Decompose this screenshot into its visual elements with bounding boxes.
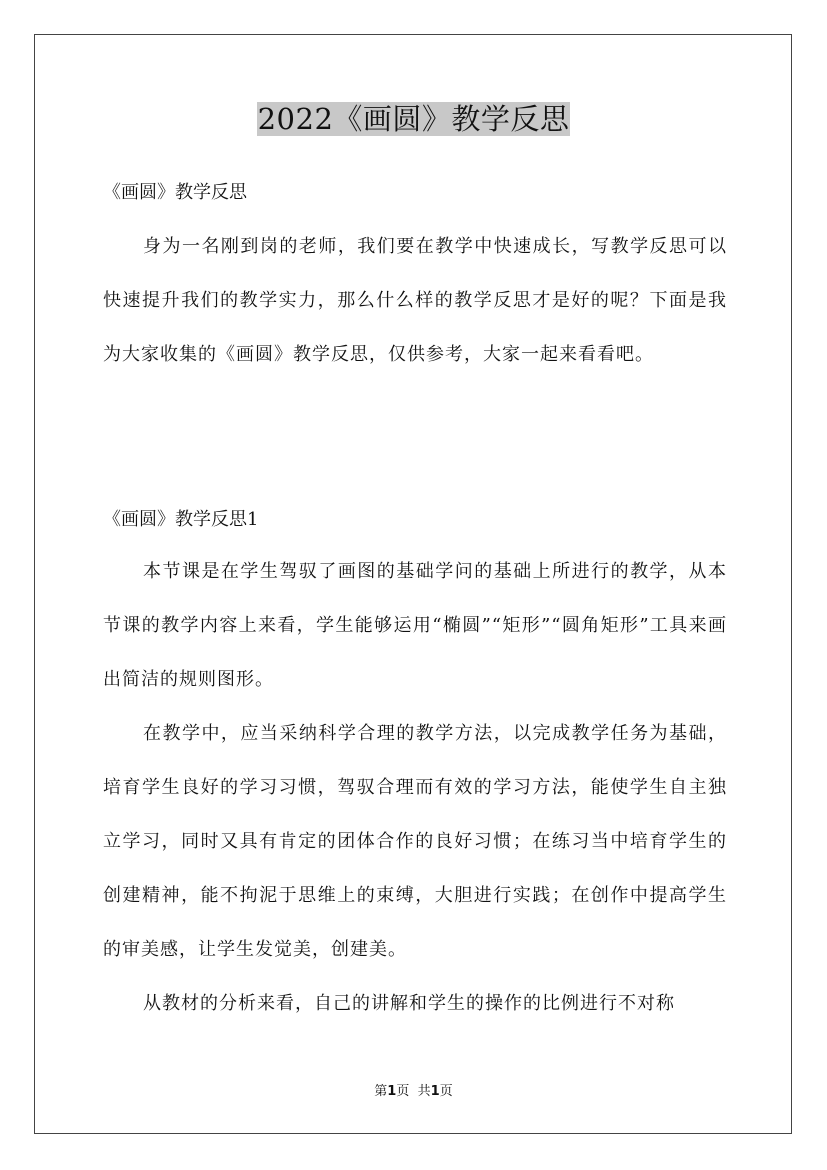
section1-paragraph-2: 在教学中，应当采纳科学合理的教学方法，以完成教学任务为基础，培育学生良好的学习习惯，驾驭合理而有效的学习方法，能使学生自主独立学习，同时又具有肯定的团体合作的良好习惯；在练习当中培育学生的创建精神，能不拘泥于思维上的束缚，大胆进行实践；在创作中提高学生的审美感，让学生发觉美，创建美。 <box>103 723 727 960</box>
footer-page-number: 1 <box>387 1084 397 1099</box>
footer-page-suffix: 页 <box>396 1084 410 1099</box>
page-footer <box>0 1083 827 1101</box>
section1-paragraph-1: 本节课是在学生驾驭了画图的基础学问的基础上所进行的教学，从本节课的教学内容上来看，学生能够运用“椭圆”“矩形”“圆角矩形”工具来画出简洁的规则图形。 <box>103 561 727 690</box>
footer-total-suffix: 页 <box>439 1084 453 1099</box>
footer-total-prefix: 共 <box>417 1084 431 1099</box>
section1-paragraph-3: 从教材的分析来看，自己的讲解和学生的操作的比例进行不对称 <box>143 993 675 1014</box>
intro-heading: 《画圆》教学反思 <box>103 182 247 203</box>
intro-paragraph: 身为一名刚到岗的老师，我们要在教学中快速成长，写教学反思可以快速提升我们的教学实力，那么什么样的教学反思才是好的呢？下面是我为大家收集的《画圆》教学反思，仅供参考，大家一起来看看吧。 <box>103 236 727 365</box>
section1-heading: 《画圆》教学反思1 <box>103 509 259 530</box>
document-title-wrapper <box>0 96 827 142</box>
footer-page-prefix: 第 <box>374 1084 388 1099</box>
footer-total-pages: 1 <box>430 1084 440 1099</box>
document-title: 2022《画圆》教学反思 <box>257 102 570 136</box>
